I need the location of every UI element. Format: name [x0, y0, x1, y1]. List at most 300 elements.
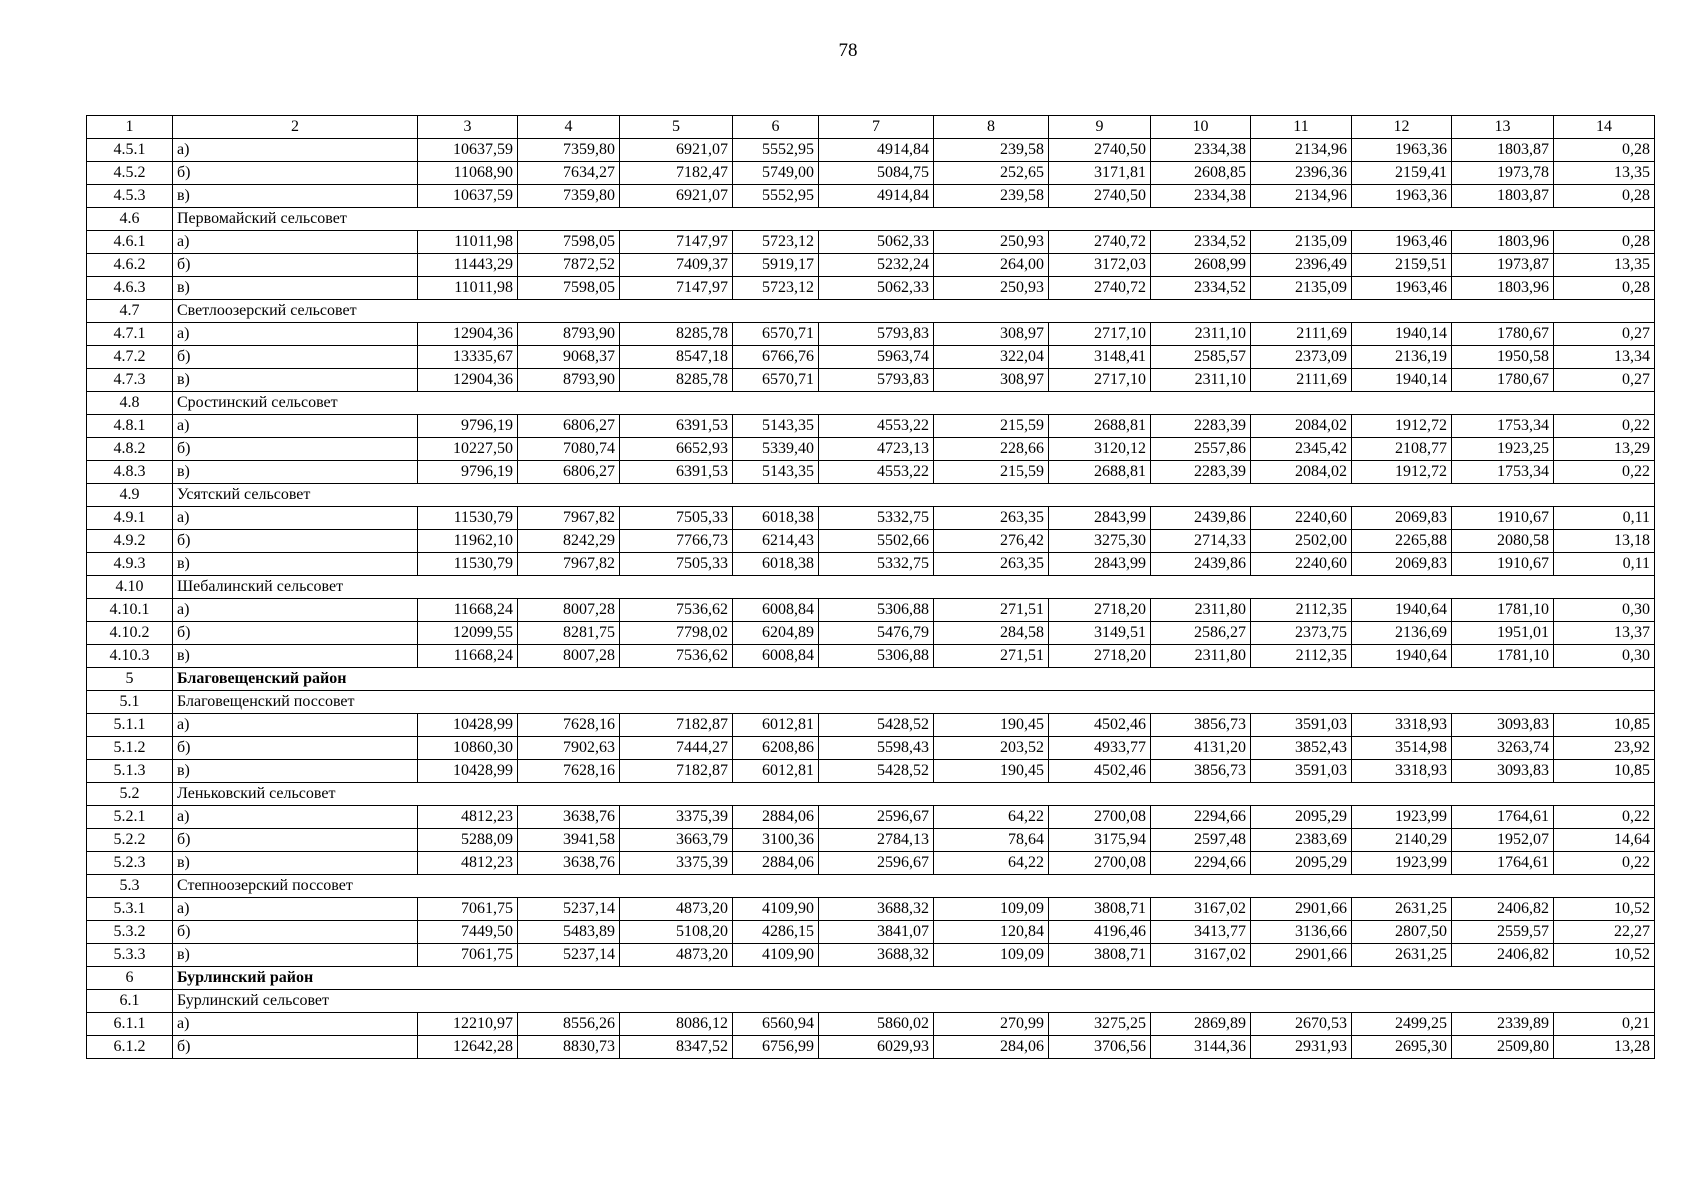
value-cell: 4196,46 — [1049, 921, 1151, 944]
table-row — [87, 346, 1655, 369]
row-label: а) — [173, 898, 418, 921]
value-cell: 2084,02 — [1251, 461, 1352, 484]
value-cell: 2843,99 — [1049, 553, 1151, 576]
value-cell: 2112,35 — [1251, 599, 1352, 622]
value-cell: 0,22 — [1554, 461, 1655, 484]
value-cell: 12210,97 — [418, 1013, 518, 1036]
value-cell: 2108,77 — [1352, 438, 1452, 461]
value-cell: 3856,73 — [1151, 714, 1251, 737]
value-cell: 1952,07 — [1452, 829, 1554, 852]
value-cell: 5232,24 — [819, 254, 934, 277]
row-label: б) — [173, 1036, 418, 1059]
value-cell: 12904,36 — [418, 369, 518, 392]
table-row — [87, 622, 1655, 645]
value-cell: 14,64 — [1554, 829, 1655, 852]
value-cell: 3638,76 — [518, 852, 620, 875]
value-cell: 10,85 — [1554, 760, 1655, 783]
row-code: 4.5.3 — [87, 185, 173, 208]
value-cell: 250,93 — [934, 277, 1049, 300]
value-cell: 276,42 — [934, 530, 1049, 553]
row-code: 5.1.1 — [87, 714, 173, 737]
value-cell: 2784,13 — [819, 829, 934, 852]
value-cell: 8347,52 — [620, 1036, 733, 1059]
value-cell: 2406,82 — [1452, 944, 1554, 967]
value-cell: 3136,66 — [1251, 921, 1352, 944]
row-label: б) — [173, 829, 418, 852]
row-label: в) — [173, 944, 418, 967]
value-cell: 1780,67 — [1452, 369, 1554, 392]
row-code: 5.2.3 — [87, 852, 173, 875]
value-cell: 1951,01 — [1452, 622, 1554, 645]
value-cell: 263,35 — [934, 553, 1049, 576]
value-cell: 228,66 — [934, 438, 1049, 461]
value-cell: 2294,66 — [1151, 806, 1251, 829]
value-cell: 4873,20 — [620, 898, 733, 921]
row-label: в) — [173, 760, 418, 783]
value-cell: 0,27 — [1554, 369, 1655, 392]
value-cell: 1781,10 — [1452, 599, 1554, 622]
value-cell: 4812,23 — [418, 806, 518, 829]
value-cell: 4131,20 — [1151, 737, 1251, 760]
value-cell: 2439,86 — [1151, 507, 1251, 530]
page-number: 78 — [838, 40, 858, 61]
value-cell: 3638,76 — [518, 806, 620, 829]
value-cell: 1973,87 — [1452, 254, 1554, 277]
value-cell: 4286,15 — [733, 921, 819, 944]
table-row — [87, 415, 1655, 438]
value-cell: 7505,33 — [620, 553, 733, 576]
value-cell: 2608,85 — [1151, 162, 1251, 185]
value-cell: 1940,14 — [1352, 323, 1452, 346]
value-cell: 2135,09 — [1251, 231, 1352, 254]
value-cell: 2373,09 — [1251, 346, 1352, 369]
value-cell: 0,28 — [1554, 231, 1655, 254]
value-cell: 4553,22 — [819, 461, 934, 484]
value-cell: 6806,27 — [518, 415, 620, 438]
row-code: 4.9.1 — [87, 507, 173, 530]
value-cell: 1940,14 — [1352, 369, 1452, 392]
row-code: 4.6.2 — [87, 254, 173, 277]
value-cell: 2502,00 — [1251, 530, 1352, 553]
row-label: б) — [173, 254, 418, 277]
value-cell: 215,59 — [934, 461, 1049, 484]
row-label: б) — [173, 737, 418, 760]
value-cell: 5963,74 — [819, 346, 934, 369]
section-title: Леньковский сельсовет — [173, 783, 1655, 806]
section-row — [87, 875, 1655, 898]
value-cell: 5483,89 — [518, 921, 620, 944]
value-cell: 0,30 — [1554, 645, 1655, 668]
value-cell: 2135,09 — [1251, 277, 1352, 300]
row-code: 5.3 — [87, 875, 173, 898]
section-title: Степноозерский поссовет — [173, 875, 1655, 898]
value-cell: 2134,96 — [1251, 139, 1352, 162]
value-cell: 0,22 — [1554, 415, 1655, 438]
value-cell: 239,58 — [934, 185, 1049, 208]
value-cell: 0,22 — [1554, 852, 1655, 875]
value-cell: 7444,27 — [620, 737, 733, 760]
value-cell: 2843,99 — [1049, 507, 1151, 530]
value-cell: 2631,25 — [1352, 898, 1452, 921]
value-cell: 1963,36 — [1352, 185, 1452, 208]
district-row — [87, 668, 1655, 691]
header-cell: 9 — [1049, 116, 1151, 139]
value-cell: 1803,87 — [1452, 139, 1554, 162]
value-cell: 2700,08 — [1049, 852, 1151, 875]
table-row — [87, 530, 1655, 553]
value-cell: 2111,69 — [1251, 369, 1352, 392]
value-cell: 2339,89 — [1452, 1013, 1554, 1036]
value-cell: 7536,62 — [620, 645, 733, 668]
value-cell: 1923,99 — [1352, 852, 1452, 875]
value-cell: 10227,50 — [418, 438, 518, 461]
value-cell: 2586,27 — [1151, 622, 1251, 645]
value-cell: 1923,99 — [1352, 806, 1452, 829]
section-title: Светлоозерский сельсовет — [173, 300, 1655, 323]
row-code: 4.6.3 — [87, 277, 173, 300]
value-cell: 3941,58 — [518, 829, 620, 852]
value-cell: 5288,09 — [418, 829, 518, 852]
value-cell: 7182,87 — [620, 760, 733, 783]
table-row — [87, 369, 1655, 392]
value-cell: 5143,35 — [733, 415, 819, 438]
row-label: б) — [173, 162, 418, 185]
value-cell: 6208,86 — [733, 737, 819, 760]
value-cell: 3856,73 — [1151, 760, 1251, 783]
table-row — [87, 139, 1655, 162]
value-cell: 8830,73 — [518, 1036, 620, 1059]
row-label: в) — [173, 645, 418, 668]
value-cell: 23,92 — [1554, 737, 1655, 760]
value-cell: 2596,67 — [819, 806, 934, 829]
value-cell: 8285,78 — [620, 369, 733, 392]
value-cell: 1753,34 — [1452, 461, 1554, 484]
value-cell: 2670,53 — [1251, 1013, 1352, 1036]
value-cell: 3413,77 — [1151, 921, 1251, 944]
value-cell: 2111,69 — [1251, 323, 1352, 346]
value-cell: 4723,13 — [819, 438, 934, 461]
value-cell: 7902,63 — [518, 737, 620, 760]
row-label: в) — [173, 185, 418, 208]
header-cell: 14 — [1554, 116, 1655, 139]
value-cell: 6008,84 — [733, 645, 819, 668]
value-cell: 2559,57 — [1452, 921, 1554, 944]
value-cell: 5237,14 — [518, 898, 620, 921]
table-row — [87, 1036, 1655, 1059]
header-cell: 4 — [518, 116, 620, 139]
value-cell: 2631,25 — [1352, 944, 1452, 967]
value-cell: 2069,83 — [1352, 507, 1452, 530]
value-cell: 0,27 — [1554, 323, 1655, 346]
row-code: 4.6.1 — [87, 231, 173, 254]
value-cell: 6214,43 — [733, 530, 819, 553]
value-cell: 2807,50 — [1352, 921, 1452, 944]
value-cell: 5598,43 — [819, 737, 934, 760]
row-label: а) — [173, 1013, 418, 1036]
value-cell: 7182,47 — [620, 162, 733, 185]
value-cell: 11011,98 — [418, 277, 518, 300]
value-cell: 7798,02 — [620, 622, 733, 645]
value-cell: 2597,48 — [1151, 829, 1251, 852]
row-code: 4.8.2 — [87, 438, 173, 461]
value-cell: 7061,75 — [418, 898, 518, 921]
header-cell: 3 — [418, 116, 518, 139]
table-row — [87, 921, 1655, 944]
header-cell: 11 — [1251, 116, 1352, 139]
section-row — [87, 300, 1655, 323]
value-cell: 109,09 — [934, 898, 1049, 921]
value-cell: 13,35 — [1554, 254, 1655, 277]
tariff-table — [86, 115, 1655, 1059]
value-cell: 8285,78 — [620, 323, 733, 346]
row-code: 5 — [87, 668, 173, 691]
value-cell: 8007,28 — [518, 599, 620, 622]
value-cell: 0,11 — [1554, 507, 1655, 530]
header-cell: 6 — [733, 116, 819, 139]
value-cell: 7449,50 — [418, 921, 518, 944]
value-cell: 7182,87 — [620, 714, 733, 737]
row-code: 4.10.2 — [87, 622, 173, 645]
value-cell: 1940,64 — [1352, 599, 1452, 622]
value-cell: 0,30 — [1554, 599, 1655, 622]
value-cell: 3100,36 — [733, 829, 819, 852]
row-code: 4.6 — [87, 208, 173, 231]
row-label: в) — [173, 461, 418, 484]
value-cell: 6756,99 — [733, 1036, 819, 1059]
value-cell: 7061,75 — [418, 944, 518, 967]
value-cell: 5793,83 — [819, 323, 934, 346]
value-cell: 10,85 — [1554, 714, 1655, 737]
value-cell: 2499,25 — [1352, 1013, 1452, 1036]
row-label: в) — [173, 553, 418, 576]
value-cell: 2439,86 — [1151, 553, 1251, 576]
value-cell: 6921,07 — [620, 139, 733, 162]
value-cell: 2294,66 — [1151, 852, 1251, 875]
row-code: 5.3.2 — [87, 921, 173, 944]
value-cell: 1780,67 — [1452, 323, 1554, 346]
value-cell: 7080,74 — [518, 438, 620, 461]
row-code: 6.1 — [87, 990, 173, 1013]
row-label: а) — [173, 806, 418, 829]
value-cell: 3093,83 — [1452, 760, 1554, 783]
section-title: Шебалинский сельсовет — [173, 576, 1655, 599]
value-cell: 264,00 — [934, 254, 1049, 277]
value-cell: 8556,26 — [518, 1013, 620, 1036]
value-cell: 2136,19 — [1352, 346, 1452, 369]
value-cell: 6018,38 — [733, 553, 819, 576]
value-cell: 1764,61 — [1452, 806, 1554, 829]
value-cell: 1803,87 — [1452, 185, 1554, 208]
value-cell: 2718,20 — [1049, 645, 1151, 668]
value-cell: 11443,29 — [418, 254, 518, 277]
row-label: а) — [173, 415, 418, 438]
value-cell: 2869,89 — [1151, 1013, 1251, 1036]
header-cell: 8 — [934, 116, 1049, 139]
value-cell: 7967,82 — [518, 507, 620, 530]
value-cell: 3852,43 — [1251, 737, 1352, 760]
value-cell: 5502,66 — [819, 530, 934, 553]
value-cell: 2608,99 — [1151, 254, 1251, 277]
row-code: 4.10.3 — [87, 645, 173, 668]
table-row — [87, 760, 1655, 783]
table-row — [87, 714, 1655, 737]
value-cell: 322,04 — [934, 346, 1049, 369]
value-cell: 13,18 — [1554, 530, 1655, 553]
row-code: 4.10 — [87, 576, 173, 599]
value-cell: 5143,35 — [733, 461, 819, 484]
value-cell: 8793,90 — [518, 369, 620, 392]
value-cell: 6570,71 — [733, 369, 819, 392]
value-cell: 2688,81 — [1049, 461, 1151, 484]
value-cell: 2334,38 — [1151, 139, 1251, 162]
row-code: 4.10.1 — [87, 599, 173, 622]
row-code: 6.1.2 — [87, 1036, 173, 1059]
value-cell: 1912,72 — [1352, 461, 1452, 484]
value-cell: 9796,19 — [418, 461, 518, 484]
section-row — [87, 990, 1655, 1013]
row-label: в) — [173, 277, 418, 300]
value-cell: 64,22 — [934, 806, 1049, 829]
value-cell: 3275,25 — [1049, 1013, 1151, 1036]
table-row — [87, 507, 1655, 530]
row-label: б) — [173, 622, 418, 645]
value-cell: 3375,39 — [620, 852, 733, 875]
value-cell: 2740,72 — [1049, 231, 1151, 254]
value-cell: 2112,35 — [1251, 645, 1352, 668]
value-cell: 3175,94 — [1049, 829, 1151, 852]
value-cell: 10,52 — [1554, 898, 1655, 921]
value-cell: 2396,36 — [1251, 162, 1352, 185]
value-cell: 7359,80 — [518, 139, 620, 162]
value-cell: 5062,33 — [819, 277, 934, 300]
value-cell: 3591,03 — [1251, 714, 1352, 737]
value-cell: 5723,12 — [733, 231, 819, 254]
value-cell: 4502,46 — [1049, 760, 1151, 783]
value-cell: 1963,46 — [1352, 277, 1452, 300]
value-cell: 2901,66 — [1251, 944, 1352, 967]
value-cell: 7634,27 — [518, 162, 620, 185]
value-cell: 4914,84 — [819, 185, 934, 208]
value-cell: 3093,83 — [1452, 714, 1554, 737]
value-cell: 6766,76 — [733, 346, 819, 369]
value-cell: 3706,56 — [1049, 1036, 1151, 1059]
district-title: Благовещенский район — [173, 668, 1655, 691]
value-cell: 8793,90 — [518, 323, 620, 346]
row-code: 4.9.2 — [87, 530, 173, 553]
header-cell: 1 — [87, 116, 173, 139]
row-code: 5.2.2 — [87, 829, 173, 852]
value-cell: 2884,06 — [733, 806, 819, 829]
header-cell: 2 — [173, 116, 418, 139]
value-cell: 271,51 — [934, 645, 1049, 668]
value-cell: 6204,89 — [733, 622, 819, 645]
value-cell: 308,97 — [934, 323, 1049, 346]
value-cell: 2240,60 — [1251, 553, 1352, 576]
value-cell: 3120,12 — [1049, 438, 1151, 461]
value-cell: 284,58 — [934, 622, 1049, 645]
value-cell: 3688,32 — [819, 944, 934, 967]
row-label: б) — [173, 921, 418, 944]
value-cell: 4812,23 — [418, 852, 518, 875]
value-cell: 4873,20 — [620, 944, 733, 967]
value-cell: 6806,27 — [518, 461, 620, 484]
value-cell: 10428,99 — [418, 714, 518, 737]
value-cell: 5306,88 — [819, 599, 934, 622]
value-cell: 190,45 — [934, 714, 1049, 737]
value-cell: 190,45 — [934, 760, 1049, 783]
value-cell: 2311,80 — [1151, 599, 1251, 622]
value-cell: 2717,10 — [1049, 369, 1151, 392]
value-cell: 250,93 — [934, 231, 1049, 254]
row-label: б) — [173, 346, 418, 369]
row-label: а) — [173, 323, 418, 346]
value-cell: 2714,33 — [1151, 530, 1251, 553]
value-cell: 6012,81 — [733, 760, 819, 783]
section-title: Бурлинский сельсовет — [173, 990, 1655, 1013]
value-cell: 5476,79 — [819, 622, 934, 645]
value-cell: 0,22 — [1554, 806, 1655, 829]
value-cell: 5332,75 — [819, 507, 934, 530]
value-cell: 4933,77 — [1049, 737, 1151, 760]
value-cell: 2095,29 — [1251, 806, 1352, 829]
value-cell: 4502,46 — [1049, 714, 1151, 737]
row-code: 4.7.3 — [87, 369, 173, 392]
value-cell: 252,65 — [934, 162, 1049, 185]
section-row — [87, 484, 1655, 507]
value-cell: 109,09 — [934, 944, 1049, 967]
value-cell: 5237,14 — [518, 944, 620, 967]
row-code: 4.8.3 — [87, 461, 173, 484]
value-cell: 0,28 — [1554, 277, 1655, 300]
value-cell: 2740,50 — [1049, 185, 1151, 208]
value-cell: 2596,67 — [819, 852, 934, 875]
value-cell: 7628,16 — [518, 714, 620, 737]
value-cell: 2740,50 — [1049, 139, 1151, 162]
value-cell: 6008,84 — [733, 599, 819, 622]
district-row — [87, 967, 1655, 990]
row-label: б) — [173, 438, 418, 461]
value-cell: 263,35 — [934, 507, 1049, 530]
value-cell: 5108,20 — [620, 921, 733, 944]
value-cell: 3808,71 — [1049, 898, 1151, 921]
row-label: а) — [173, 231, 418, 254]
value-cell: 6391,53 — [620, 461, 733, 484]
value-cell: 2396,49 — [1251, 254, 1352, 277]
row-code: 6.1.1 — [87, 1013, 173, 1036]
row-code: 5.1.3 — [87, 760, 173, 783]
value-cell: 6560,94 — [733, 1013, 819, 1036]
value-cell: 270,99 — [934, 1013, 1049, 1036]
value-cell: 5428,52 — [819, 760, 934, 783]
value-cell: 6018,38 — [733, 507, 819, 530]
value-cell: 271,51 — [934, 599, 1049, 622]
table-header-row — [87, 116, 1655, 139]
table-row — [87, 231, 1655, 254]
value-cell: 3375,39 — [620, 806, 733, 829]
value-cell: 1963,46 — [1352, 231, 1452, 254]
table-row — [87, 323, 1655, 346]
row-code: 4.7.2 — [87, 346, 173, 369]
value-cell: 2700,08 — [1049, 806, 1151, 829]
table-row — [87, 944, 1655, 967]
value-cell: 64,22 — [934, 852, 1049, 875]
value-cell: 284,06 — [934, 1036, 1049, 1059]
value-cell: 5723,12 — [733, 277, 819, 300]
value-cell: 8547,18 — [620, 346, 733, 369]
section-title: Усятский сельсовет — [173, 484, 1655, 507]
table-row — [87, 737, 1655, 760]
value-cell: 6652,93 — [620, 438, 733, 461]
